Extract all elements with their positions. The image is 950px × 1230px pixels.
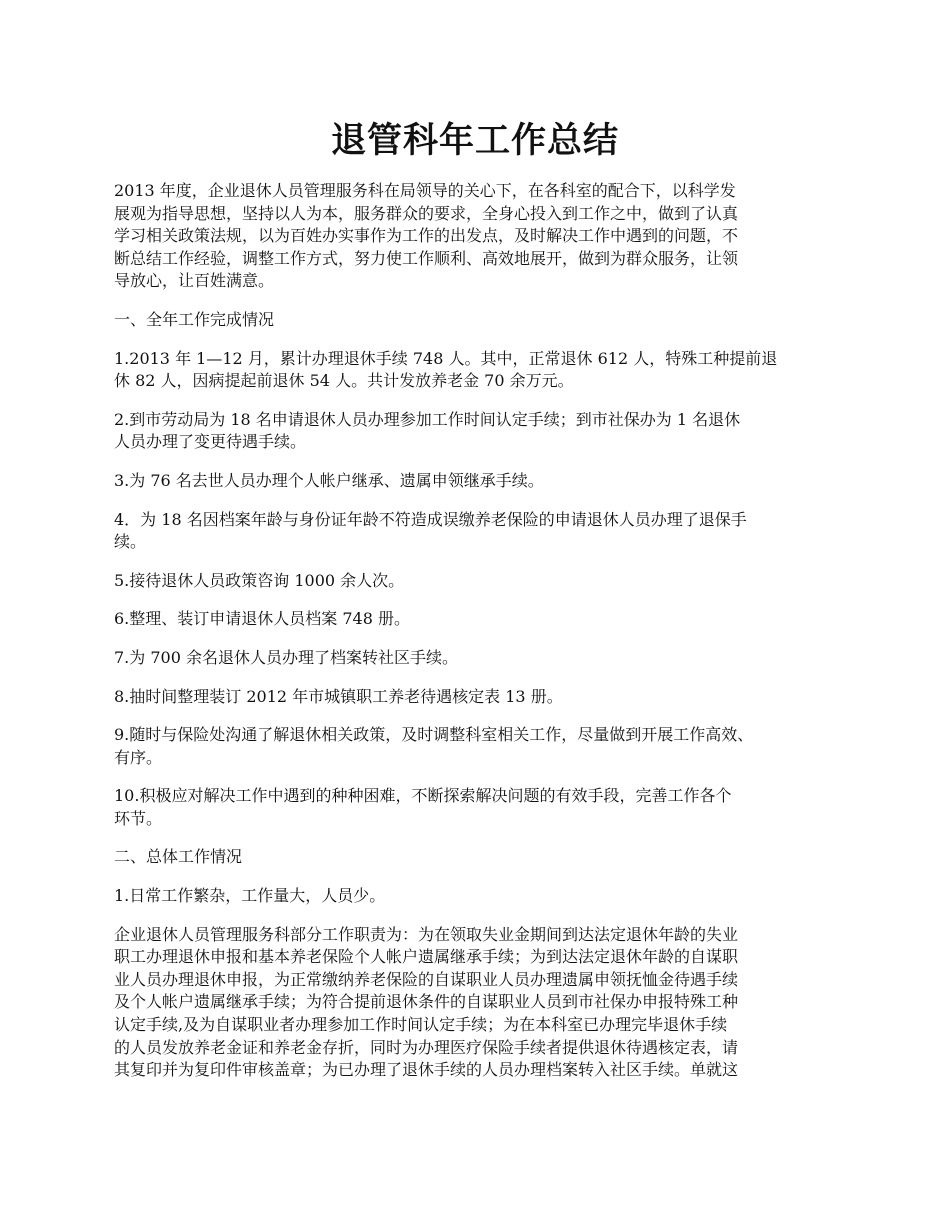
- paragraph-line: 10.积极应对解决工作中遇到的种种困难，不断探索解决问题的有效手段，完善工作各个: [114, 786, 732, 806]
- paragraph-line: 认定手续,及为自谋职业者办理参加工作时间认定手续；为在本科室已办理完毕退休手续: [114, 1015, 728, 1035]
- paragraph-line: 休 82 人，因病提起前退休 54 人。共计发放养老金 70 余万元。: [114, 371, 574, 391]
- paragraph-line: 1.日常工作繁杂，工作量大，人员少。: [114, 886, 386, 906]
- document-title: 退管科年工作总结: [330, 120, 619, 161]
- paragraph-line: 企业退休人员管理服务科部分工作职责为：为在领取失业金期间到达法定退休年龄的失业: [114, 924, 739, 944]
- paragraph-line: 其复印并为复印件审核盖章；为已办理了退休手续的人员办理档案转入社区手续。单就这: [114, 1060, 739, 1080]
- paragraph: [114, 509, 840, 554]
- paragraph-line: 5.接待退休人员政策咨询 1000 余人次。: [114, 570, 405, 590]
- paragraph-line: 7.为 700 余名退休人员办理了档案转社区手续。: [114, 647, 458, 667]
- paragraph-line: 9.随时与保险处沟通了解退休相关政策，及时调整科室相关工作，尽量做到开展工作高效、: [114, 725, 754, 745]
- paragraph-line: 2013 年度，企业退休人员管理服务科在局领导的关心下，在各科室的配合下，以科学发: [114, 181, 736, 200]
- paragraph: [114, 309, 840, 332]
- paragraph: [114, 724, 840, 769]
- paragraph-line: 及个人帐户遗属继承手续；为符合提前退休条件的自谋职业人员到市社保办申报特殊工种: [114, 992, 739, 1012]
- paragraph-line: 导放心，让百姓满意。: [114, 271, 275, 291]
- paragraph-line: 续。: [114, 532, 147, 552]
- paragraph-line: 二、总体工作情况: [114, 847, 243, 867]
- paragraph: [114, 470, 840, 493]
- paragraph-line: 3.为 76 名去世人员办理个人帐户继承、遗属申领继承手续。: [114, 470, 544, 490]
- paragraph-line: 1.2013 年 1—12 月，累计办理退休手续 748 人。其中，正常退休 612 人，特殊工种提前退: [114, 348, 778, 368]
- paragraph-line: 学习相关政策法规，以为百姓办实事作为工作的出发点，及时解决工作中遇到的问题，不: [114, 226, 739, 246]
- paragraph: [114, 348, 840, 393]
- paragraph-line: 展观为指导思想，坚持以人为本，服务群众的要求，全身心投入到工作之中，做到了认真: [114, 203, 739, 223]
- paragraph: [114, 686, 840, 709]
- paragraph: [114, 180, 840, 293]
- paragraph-line: 人员办理了变更待遇手续。: [114, 432, 307, 452]
- paragraph-line: 6.整理、装订申请退休人员档案 748 册。: [114, 609, 410, 629]
- paragraph: [114, 885, 840, 908]
- paragraph-line: 4．为 18 名因档案年龄与身份证年龄不符造成误缴养老保险的申请退休人员办理了退保手: [114, 509, 747, 529]
- paragraph-line: 一、全年工作完成情况: [114, 309, 275, 329]
- paragraph-line: 业人员办理退休申报，为正常缴纳养老保险的自谋职业人员办理遗属申领抚恤金待遇手续: [114, 969, 739, 989]
- paragraph-line: 的人员发放养老金证和养老金存折，同时为办理医疗保险手续者提供退休待遇核定表，请: [114, 1037, 739, 1057]
- paragraph-line: 2.到市劳动局为 18 名申请退休人员办理参加工作时间认定手续；到市社保办为 1 名退休: [114, 409, 741, 429]
- paragraph: [114, 846, 840, 869]
- paragraph: [114, 647, 840, 670]
- paragraph: [114, 785, 840, 830]
- paragraph-line: 环节。: [114, 808, 163, 828]
- paragraph-line: 职工办理退休申报和基本养老保险个人帐户遗属继承手续；为到达法定退休年龄的自谋职: [114, 947, 739, 967]
- document-body: [114, 180, 840, 1098]
- paragraph-line: 8.抽时间整理装订 2012 年市城镇职工养老待遇核定表 13 册。: [114, 686, 563, 706]
- paragraph: [114, 570, 840, 593]
- paragraph-line: 有序。: [114, 747, 163, 767]
- paragraph: [114, 608, 840, 631]
- paragraph: [114, 409, 840, 454]
- paragraph: [114, 924, 840, 1082]
- paragraph-line: 断总结工作经验，调整工作方式，努力使工作顺利、高效地展开，做到为群众服务，让领: [114, 248, 739, 268]
